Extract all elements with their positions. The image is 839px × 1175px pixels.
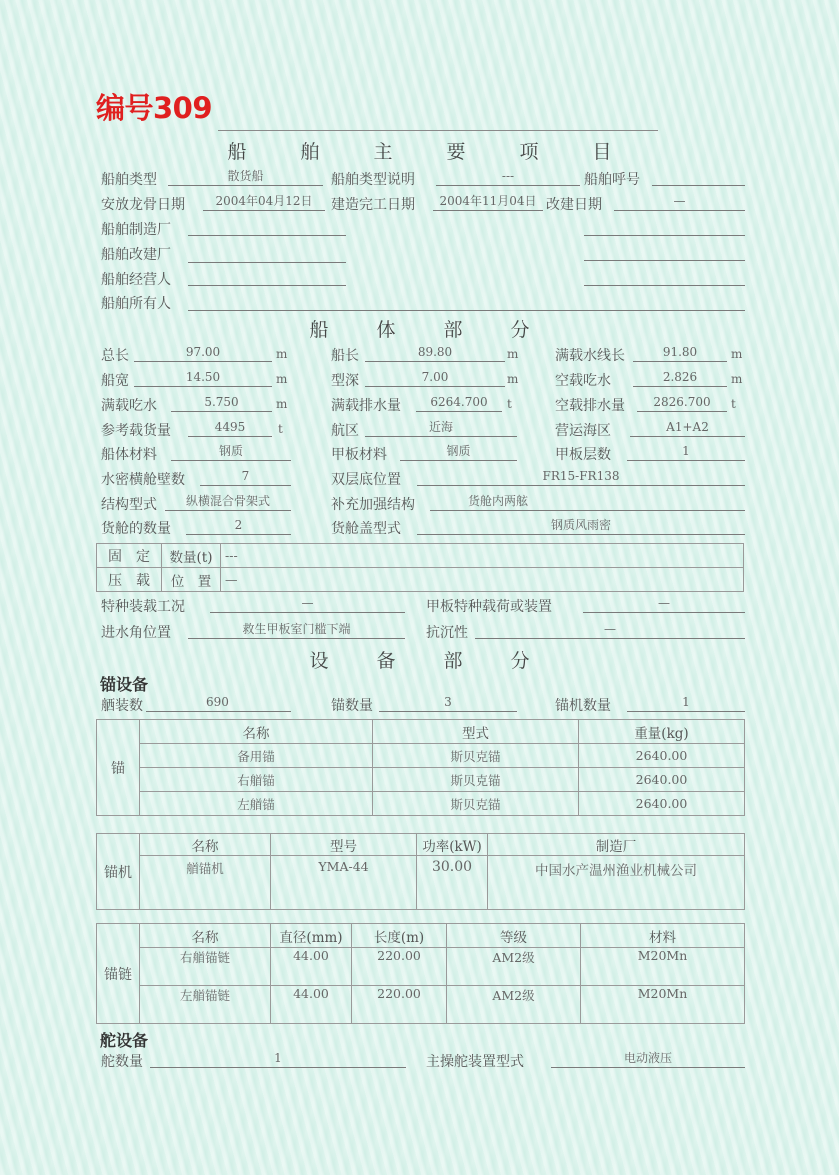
windlass-count-field: 1 bbox=[627, 694, 745, 712]
reinforcement-value: 货舱内两舷 bbox=[468, 494, 529, 508]
keel-date-label: 安放龙骨日期 bbox=[101, 197, 185, 213]
unsinkability-label: 抗沉性 bbox=[426, 625, 468, 641]
rebuilder-field bbox=[188, 261, 346, 263]
rebuild-date-label: 改建日期 bbox=[546, 197, 602, 213]
chain-name: 右艏锚链 bbox=[140, 948, 271, 986]
chain-diameter: 44.00 bbox=[271, 986, 352, 1024]
steering-type-label: 主操舵装置型式 bbox=[426, 1054, 524, 1070]
title-char: 分 bbox=[510, 319, 530, 341]
ship-type-field: 散货船 bbox=[168, 168, 323, 186]
light-disp-unit: t bbox=[731, 397, 736, 411]
windlass-header-maker: 制造厂 bbox=[488, 834, 745, 856]
ballast-label-top: 固 定 bbox=[97, 544, 162, 568]
hatch-type-label: 货舱盖型式 bbox=[331, 521, 401, 537]
loa-unit: m bbox=[276, 347, 288, 361]
windlass-maker: 中国水产温州渔业机械公司 bbox=[488, 856, 745, 910]
full-disp-unit: t bbox=[507, 397, 512, 411]
outfit-number-field bbox=[146, 694, 291, 712]
full-draft-unit: m bbox=[276, 397, 288, 411]
anchor-name: 左艏锚 bbox=[140, 792, 373, 816]
flood-angle-field: 救生甲板室门槛下端 bbox=[188, 621, 405, 639]
operator-field-right bbox=[584, 284, 745, 286]
ballast-qty-value: --- bbox=[221, 544, 744, 568]
chain-material: M20Mn bbox=[581, 986, 745, 1024]
ship-type-desc-label: 船舶类型说明 bbox=[331, 172, 415, 188]
lwl-unit: m bbox=[731, 347, 743, 361]
ship-type-desc-field: --- bbox=[436, 168, 580, 186]
chains-header-grade: 等级 bbox=[447, 924, 581, 948]
ship-type-label: 船舶类型 bbox=[101, 172, 157, 188]
light-disp-label: 空载排水量 bbox=[555, 398, 625, 414]
deck-special-field: — bbox=[583, 595, 745, 613]
deck-material-label: 甲板材料 bbox=[331, 447, 387, 463]
windlass-power: 30.00 bbox=[417, 856, 488, 910]
windlass-table bbox=[96, 833, 745, 910]
nav-area-field: 近海 bbox=[365, 419, 517, 437]
table-row bbox=[97, 744, 745, 768]
completion-date-field: 2004年11月04日 bbox=[433, 193, 543, 211]
call-sign-label: 船舶呼号 bbox=[584, 172, 640, 188]
loa-label: 总长 bbox=[101, 348, 129, 364]
special-load-label: 特种装载工况 bbox=[101, 599, 185, 615]
double-bottom-label: 双层底位置 bbox=[331, 472, 401, 488]
chains-header-name: 名称 bbox=[140, 924, 271, 948]
rebuild-date-field: — bbox=[614, 193, 745, 211]
windlass-header-model: 型号 bbox=[271, 834, 417, 856]
hull-material-field: 钢质 bbox=[171, 443, 291, 461]
full-disp-label: 满载排水量 bbox=[331, 398, 401, 414]
table-row bbox=[97, 792, 745, 816]
owner-label: 船舶所有人 bbox=[101, 296, 171, 312]
special-load-field: — bbox=[210, 595, 405, 613]
anchors-table bbox=[96, 719, 745, 816]
title-char: 部 bbox=[443, 650, 463, 672]
steering-type-field: 电动液压 bbox=[551, 1050, 745, 1068]
ballast-qty-label: 数量(t) bbox=[162, 544, 221, 568]
unsinkability-field: — bbox=[475, 621, 745, 639]
chains-side-label: 锚链 bbox=[97, 924, 140, 1024]
table-row bbox=[97, 768, 745, 792]
op-area-label: 营运海区 bbox=[555, 423, 611, 439]
rudder-count-label: 舵数量 bbox=[101, 1054, 143, 1070]
chain-grade: AM2级 bbox=[447, 986, 581, 1024]
chain-grade: AM2级 bbox=[447, 948, 581, 986]
title-char: 目 bbox=[592, 141, 612, 163]
section-title-hull bbox=[0, 315, 839, 342]
breadth-field: 14.50 bbox=[134, 369, 272, 387]
builder-field-right bbox=[584, 234, 745, 236]
anchor-type: 斯贝克锚 bbox=[373, 744, 579, 768]
reinforcement-field bbox=[430, 493, 745, 511]
table-row bbox=[97, 856, 745, 910]
deck-count-field: 1 bbox=[627, 443, 745, 461]
table-row bbox=[97, 948, 745, 986]
full-disp-field: 6264.700 bbox=[416, 394, 502, 412]
windlass-header-power: 功率(kW) bbox=[417, 834, 488, 856]
anchors-header-name: 名称 bbox=[140, 720, 373, 744]
title-char: 分 bbox=[510, 650, 530, 672]
loa-field: 97.00 bbox=[134, 344, 272, 362]
bulkheads-label: 水密横舱壁数 bbox=[101, 472, 185, 488]
title-char: 要 bbox=[446, 141, 466, 163]
rudder-section-title: 舵设备 bbox=[100, 1031, 149, 1050]
chains-header-diameter: 直径(mm) bbox=[271, 924, 352, 948]
lbp-field: 89.80 bbox=[365, 344, 505, 362]
chain-name: 左艏锚链 bbox=[140, 986, 271, 1024]
anchors-header-weight: 重量(kg) bbox=[579, 720, 745, 744]
chains-header-length: 长度(m) bbox=[352, 924, 447, 948]
builder-label: 船舶制造厂 bbox=[101, 222, 171, 238]
table-row bbox=[97, 986, 745, 1024]
section-title-main-items bbox=[0, 137, 839, 164]
flood-angle-label: 进水角位置 bbox=[101, 625, 171, 641]
ballast-pos-value: — bbox=[221, 568, 744, 592]
light-draft-unit: m bbox=[731, 372, 743, 386]
title-char: 备 bbox=[376, 650, 396, 672]
depth-unit: m bbox=[507, 372, 519, 386]
op-area-field: A1+A2 bbox=[630, 419, 745, 437]
anchor-type: 斯贝克锚 bbox=[373, 768, 579, 792]
hold-count-field: 2 bbox=[186, 517, 291, 535]
rudder-count-field: 1 bbox=[150, 1050, 406, 1068]
chains-header-material: 材料 bbox=[581, 924, 745, 948]
chain-diameter: 44.00 bbox=[271, 948, 352, 986]
hold-count-label: 货舱的数量 bbox=[101, 521, 171, 537]
anchor-name: 备用锚 bbox=[140, 744, 373, 768]
title-char: 设 bbox=[309, 650, 329, 672]
builder-field bbox=[188, 234, 346, 236]
outfit-number-value: 690 bbox=[206, 695, 229, 709]
windlass-side-label: 锚机 bbox=[97, 834, 140, 910]
rebuilder-field-right bbox=[584, 259, 745, 261]
owner-field bbox=[188, 309, 745, 311]
chains-table bbox=[96, 923, 745, 1024]
light-disp-field: 2826.700 bbox=[637, 394, 727, 412]
top-rule bbox=[218, 130, 658, 131]
windlass-header-name: 名称 bbox=[140, 834, 271, 856]
title-char: 主 bbox=[373, 141, 393, 163]
nav-area-label: 航区 bbox=[331, 423, 359, 439]
anchor-weight: 2640.00 bbox=[579, 744, 745, 768]
lwl-label: 满载水线长 bbox=[555, 348, 625, 364]
windlass-count-label: 锚机数量 bbox=[555, 698, 611, 714]
chain-length: 220.00 bbox=[352, 986, 447, 1024]
outfit-number-label: 舾装数 bbox=[101, 698, 143, 714]
deck-count-label: 甲板层数 bbox=[555, 447, 611, 463]
full-draft-label: 满载吃水 bbox=[101, 398, 157, 414]
deck-material-field: 钢质 bbox=[400, 443, 517, 461]
hatch-type-field: 钢质风雨密 bbox=[417, 517, 745, 535]
anchor-weight: 2640.00 bbox=[579, 792, 745, 816]
full-draft-field: 5.750 bbox=[171, 394, 272, 412]
reinforcement-label: 补充加强结构 bbox=[331, 497, 415, 513]
ref-cargo-label: 参考载货量 bbox=[101, 423, 171, 439]
title-char: 舶 bbox=[300, 141, 320, 163]
hull-material-label: 船体材料 bbox=[101, 447, 157, 463]
windlass-name: 艏锚机 bbox=[140, 856, 271, 910]
keel-date-field: 2004年04月12日 bbox=[203, 193, 325, 211]
double-bottom-field: FR15-FR138 bbox=[417, 468, 745, 486]
section-title-equipment bbox=[0, 646, 839, 673]
structure-field: 纵横混合骨架式 bbox=[165, 493, 291, 511]
lbp-unit: m bbox=[507, 347, 519, 361]
lbp-label: 船长 bbox=[331, 348, 359, 364]
light-draft-field: 2.826 bbox=[633, 369, 727, 387]
light-draft-label: 空载吃水 bbox=[555, 373, 611, 389]
deck-special-label: 甲板特种载荷或装置 bbox=[426, 599, 552, 615]
title-char: 项 bbox=[519, 141, 539, 163]
depth-label: 型深 bbox=[331, 373, 359, 389]
ref-cargo-field: 4495 bbox=[188, 419, 272, 437]
depth-field: 7.00 bbox=[365, 369, 505, 387]
title-char: 船 bbox=[227, 141, 247, 163]
completion-date-label: 建造完工日期 bbox=[331, 197, 415, 213]
lwl-field: 91.80 bbox=[633, 344, 727, 362]
operator-label: 船舶经营人 bbox=[101, 272, 171, 288]
call-sign-field bbox=[652, 168, 745, 186]
anchor-name: 右艏锚 bbox=[140, 768, 373, 792]
title-char: 部 bbox=[443, 319, 463, 341]
anchor-count-label: 锚数量 bbox=[331, 698, 373, 714]
anchor-type: 斯贝克锚 bbox=[373, 792, 579, 816]
title-char: 船 bbox=[309, 319, 329, 341]
anchor-count-field: 3 bbox=[379, 694, 517, 712]
title-char: 体 bbox=[376, 319, 396, 341]
anchors-side-label: 锚 bbox=[97, 720, 140, 816]
anchor-section-title: 锚设备 bbox=[100, 675, 149, 694]
ref-cargo-unit: t bbox=[278, 422, 283, 436]
anchor-weight: 2640.00 bbox=[579, 768, 745, 792]
fixed-ballast-table bbox=[96, 543, 744, 592]
operator-field bbox=[188, 284, 346, 286]
chain-length: 220.00 bbox=[352, 948, 447, 986]
anchors-header-type: 型式 bbox=[373, 720, 579, 744]
structure-label: 结构型式 bbox=[101, 497, 157, 513]
ballast-pos-label: 位 置 bbox=[162, 568, 221, 592]
ballast-label-bottom: 压 载 bbox=[97, 568, 162, 592]
bulkheads-field: 7 bbox=[200, 468, 291, 486]
breadth-label: 船宽 bbox=[101, 373, 129, 389]
rebuilder-label: 船舶改建厂 bbox=[101, 247, 171, 263]
chain-material: M20Mn bbox=[581, 948, 745, 986]
serial-number: 编号309 bbox=[96, 91, 213, 125]
breadth-unit: m bbox=[276, 372, 288, 386]
windlass-model: YMA-44 bbox=[271, 856, 417, 910]
